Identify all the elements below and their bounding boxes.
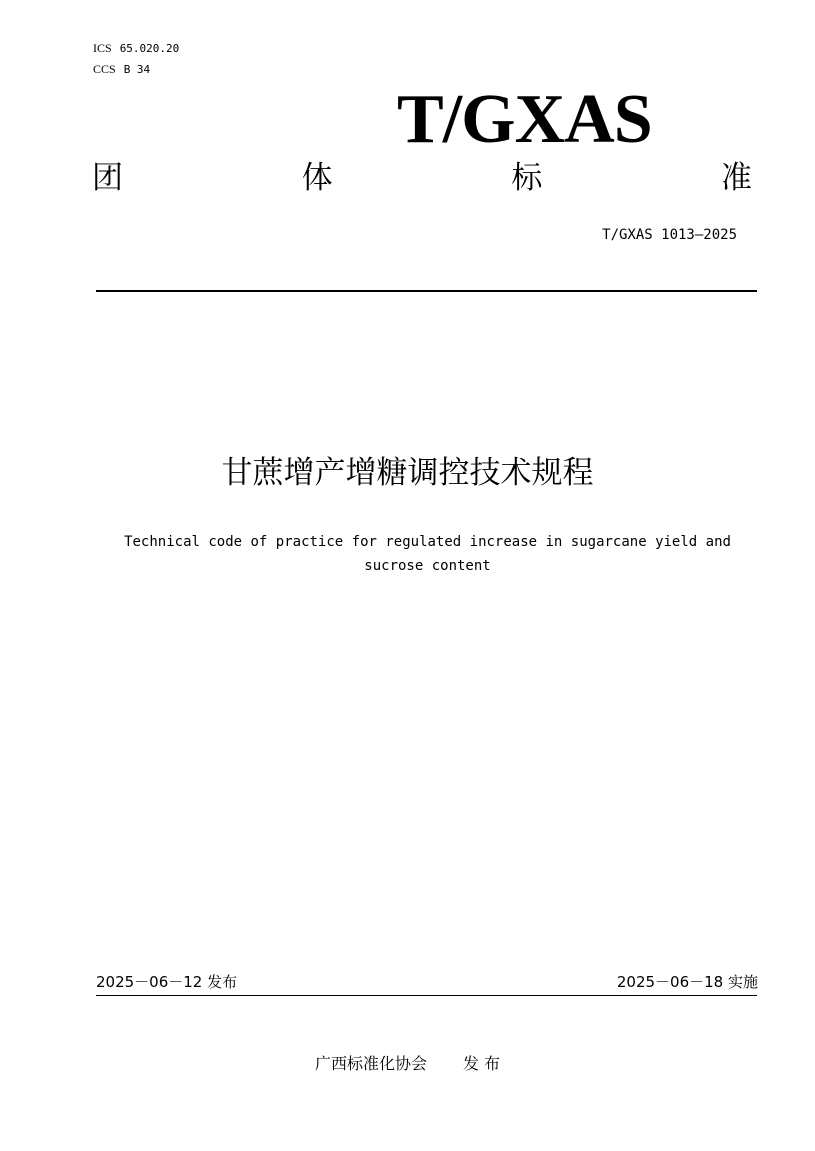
publisher-name: 广西标准化协会	[314, 1054, 427, 1073]
english-title-line-2: sucrose content	[364, 558, 491, 574]
ccs-code: B 34	[123, 63, 151, 76]
english-title-line-1: Technical code of practice for regulated increase in sugarcane yield and	[124, 534, 731, 550]
ics-classification	[93, 40, 179, 57]
top-divider	[96, 290, 757, 292]
standard-type-char-1: 团	[92, 160, 123, 196]
standard-type-heading	[92, 158, 752, 198]
bottom-divider	[96, 995, 757, 996]
publish-date: 2025－06－12 发布	[96, 973, 238, 991]
publisher-action: 发 布	[462, 1054, 501, 1073]
standard-type-char-2: 体	[301, 160, 333, 196]
document-title-chinese: 甘蔗增产增糖调控技术规程	[221, 455, 594, 491]
publisher-line	[0, 1052, 815, 1076]
organization-code-logo: T/GXAS	[397, 81, 652, 158]
standard-number: T/GXAS 1013—2025	[602, 227, 737, 243]
ccs-classification	[93, 61, 150, 78]
ccs-label: CCS	[93, 62, 116, 76]
ics-label: ICS	[93, 41, 112, 55]
ics-code: 65.020.20	[119, 42, 180, 55]
document-title-english	[60, 530, 795, 578]
standard-type-char-4: 准	[720, 160, 752, 196]
implementation-date: 2025－06－18 实施	[616, 973, 758, 991]
standard-type-char-3: 标	[511, 160, 543, 196]
